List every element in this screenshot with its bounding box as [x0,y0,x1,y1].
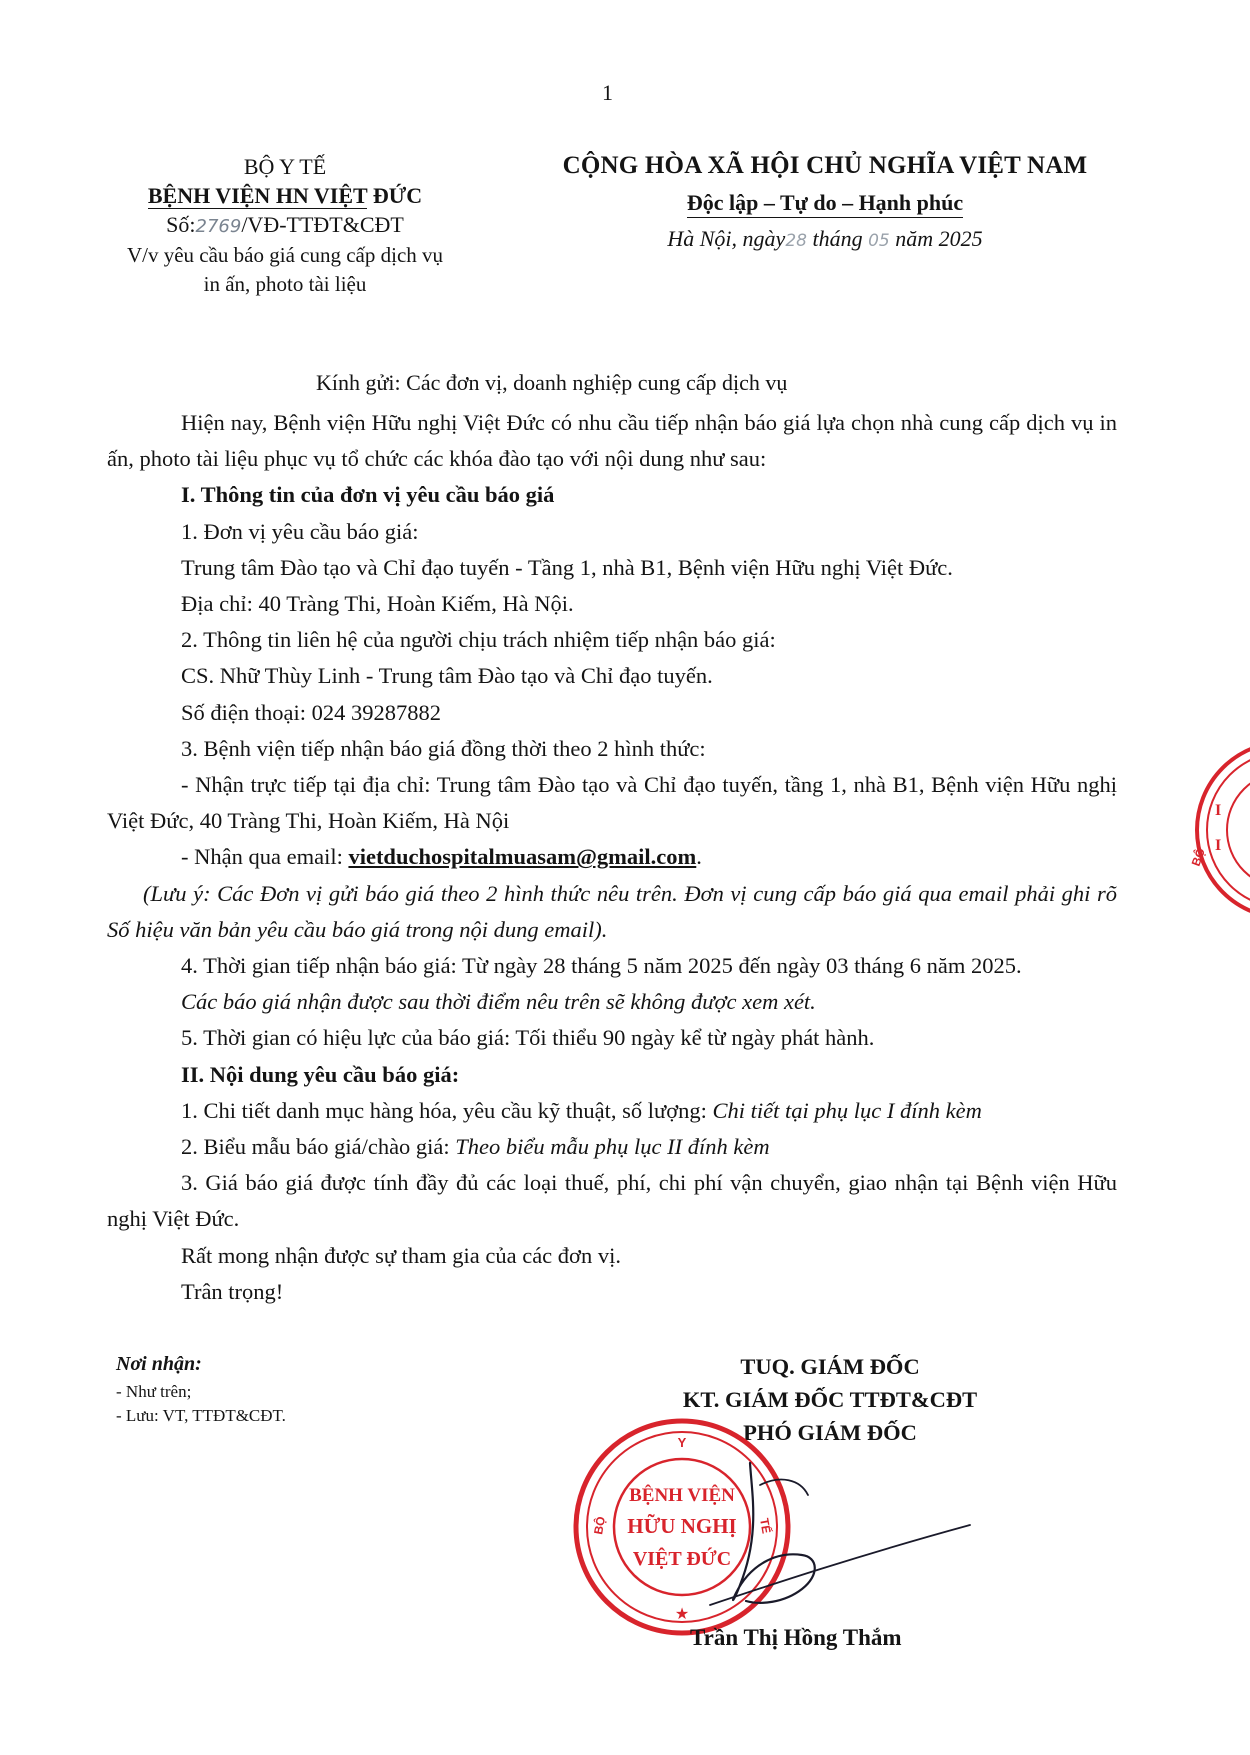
hospital-name-rest: ĐỨC [367,183,423,208]
item-3-email-line [107,839,1117,875]
svg-text:BỘ: BỘ [591,1515,609,1536]
item-4: 4. Thời gian tiếp nhận báo giá: Từ ngày 28 tháng 5 năm 2025 đến ngày 03 tháng 6 năm 2025. [181,953,1022,979]
national-motto: Độc lập – Tự do – Hạnh phúc [687,190,963,218]
sign-title-3: PHÓ GIÁM ĐỐC [743,1420,917,1445]
date-day-handwritten: 28 [785,231,807,251]
section-2-item-3: 3. Giá báo giá được tính đầy đủ các loại thuế, phí, chi phí vận chuyển, giao nhận tại Bệnh viện Hữu nghị Việt Đức. [107,1170,1117,1232]
doc-no-handwritten: 2769 [195,216,242,237]
s2-item-2-italic: Theo biểu mẫu phụ lục II đính kèm [455,1134,770,1160]
svg-text:I: I [1215,802,1222,819]
signer-name: Trần Thị Hồng Thắm [690,1625,902,1650]
issuer-header [95,152,475,299]
svg-text:BỘ: BỘ [1188,846,1208,869]
recipient-line: Kính gửi: Các đơn vị, doanh nghiệp cung cấp dịch vụ [316,370,788,395]
date-prefix: Hà Nội, ngày [667,226,786,251]
s2-item-1-text: 1. Chi tiết danh mục hàng hóa, yêu cầu kỹ thuật, số lượng: [181,1097,713,1123]
sign-title-2: KT. GIÁM ĐỐC TTĐT&CĐT [682,1387,978,1412]
ministry-name: BỘ Y TẾ [243,154,327,179]
item-1: 1. Đơn vị yêu cầu báo giá: [181,518,419,544]
handwritten-signature [690,1455,980,1625]
item-1-unit: Trung tâm Đào tạo và Chỉ đạo tuyến - Tầng 1, nhà B1, Bệnh viện Hữu nghị Việt Đức. [181,554,953,580]
doc-no-suffix: /VĐ-TTĐT&CĐT [241,212,404,237]
date-suffix: năm 2025 [889,226,983,251]
hospital-name [95,181,475,210]
item-3-direct: - Nhận trực tiếp tại địa chỉ: Trung tâm Đào tạo và Chỉ đạo tuyến, tầng 1, nhà B1, Bệnh viện Hữu nghị Việt Đức, 40 Tràng Thi, Hoàn Kiếm, Hà Nội [107,772,1117,834]
document-number [95,210,475,241]
closing-line-1: Rất mong nhận được sự tham gia của các đơn vị. [181,1242,621,1268]
sign-title-1: TUQ. GIÁM ĐỐC [740,1354,920,1379]
email-link[interactable]: vietduchospitalmuasam@gmail.com [348,844,697,870]
s2-item-2-text: 2. Biểu mẫu báo giá/chào giá: [181,1134,456,1160]
letter-body [107,405,1117,1310]
page-number: 1 [602,80,613,105]
section-2-item-2 [107,1129,1117,1165]
date-month-label: tháng [806,226,869,251]
email-prefix: - Nhận qua email: [181,844,349,870]
item-5: 5. Thời gian có hiệu lực của báo giá: Tối thiểu 90 ngày kể từ ngày phát hành. [181,1025,875,1051]
recipients-line-2: - Lưu: VT, TTĐT&CĐT. [116,1406,286,1425]
section-2-item-1 [107,1093,1117,1129]
nation-title: CỘNG HÒA XÃ HỘI CHỦ NGHĨA VIỆT NAM [562,152,1088,179]
issue-date [555,226,1095,252]
national-header [555,152,1095,252]
section-1-title: I. Thông tin của đơn vị yêu cầu báo giá [181,482,555,508]
date-month-handwritten: 05 [868,231,890,251]
item-3: 3. Bệnh viện tiếp nhận báo giá đồng thời theo 2 hình thức: [181,735,706,761]
hospital-name-underlined: BỆNH VIỆN HN VIỆT [147,183,368,208]
recipients-title: Nơi nhận: [116,1353,202,1375]
email-suffix: . [696,844,702,870]
s2-item-1-italic: Chi tiết tại phụ lục I đính kèm [712,1097,982,1123]
edge-stamp [1185,735,1250,925]
doc-no-prefix: Số: [166,212,196,237]
svg-text:HỮU NGHỊ: HỮU NGHỊ [627,1514,737,1538]
svg-text:I: I [1215,837,1222,854]
svg-text:TẾ: TẾ [757,1517,774,1535]
svg-text:★: ★ [674,1604,690,1623]
closing-line-2: Trân trọng! [181,1278,284,1304]
svg-text:Y: Y [677,1435,687,1450]
intro-paragraph: Hiện nay, Bệnh viện Hữu nghị Việt Đức có nhu cầu tiếp nhận báo giá lựa chọn nhà cung cấp dịch vụ in ấn, photo tài liệu phục vụ tổ chức các khóa đào tạo với nội dung như sau: [107,410,1117,472]
item-2-phone: Số điện thoại: 024 39287882 [181,699,441,725]
item-2: 2. Thông tin liên hệ của người chịu trách nhiệm tiếp nhận báo giá: [181,627,776,653]
recipients-line-1: - Như trên; [116,1382,192,1401]
item-1-address: Địa chỉ: 40 Tràng Thi, Hoàn Kiếm, Hà Nội. [181,591,574,617]
subject-line-1: V/v yêu cầu báo giá cung cấp dịch vụ [126,243,444,267]
recipients-block [116,1352,286,1428]
section-2-title: II. Nội dung yêu cầu báo giá: [181,1061,460,1087]
item-3-note: (Lưu ý: Các Đơn vị gửi báo giá theo 2 hình thức nêu trên. Đơn vị cung cấp báo giá qua email phải ghi rõ Số hiệu văn bản yêu cầu báo giá trong nội dung email). [107,880,1117,942]
svg-text:VIỆT ĐỨC: VIỆT ĐỨC [632,1548,732,1570]
item-2-person: CS. Nhữ Thùy Linh - Trung tâm Đào tạo và Chỉ đạo tuyến. [181,663,713,689]
subject-line-2: in ấn, photo tài liệu [203,272,367,296]
svg-text:BỆNH VIỆN: BỆNH VIỆN [629,1485,735,1506]
item-4-note: Các báo giá nhận được sau thời điểm nêu trên sẽ không được xem xét. [181,989,816,1015]
